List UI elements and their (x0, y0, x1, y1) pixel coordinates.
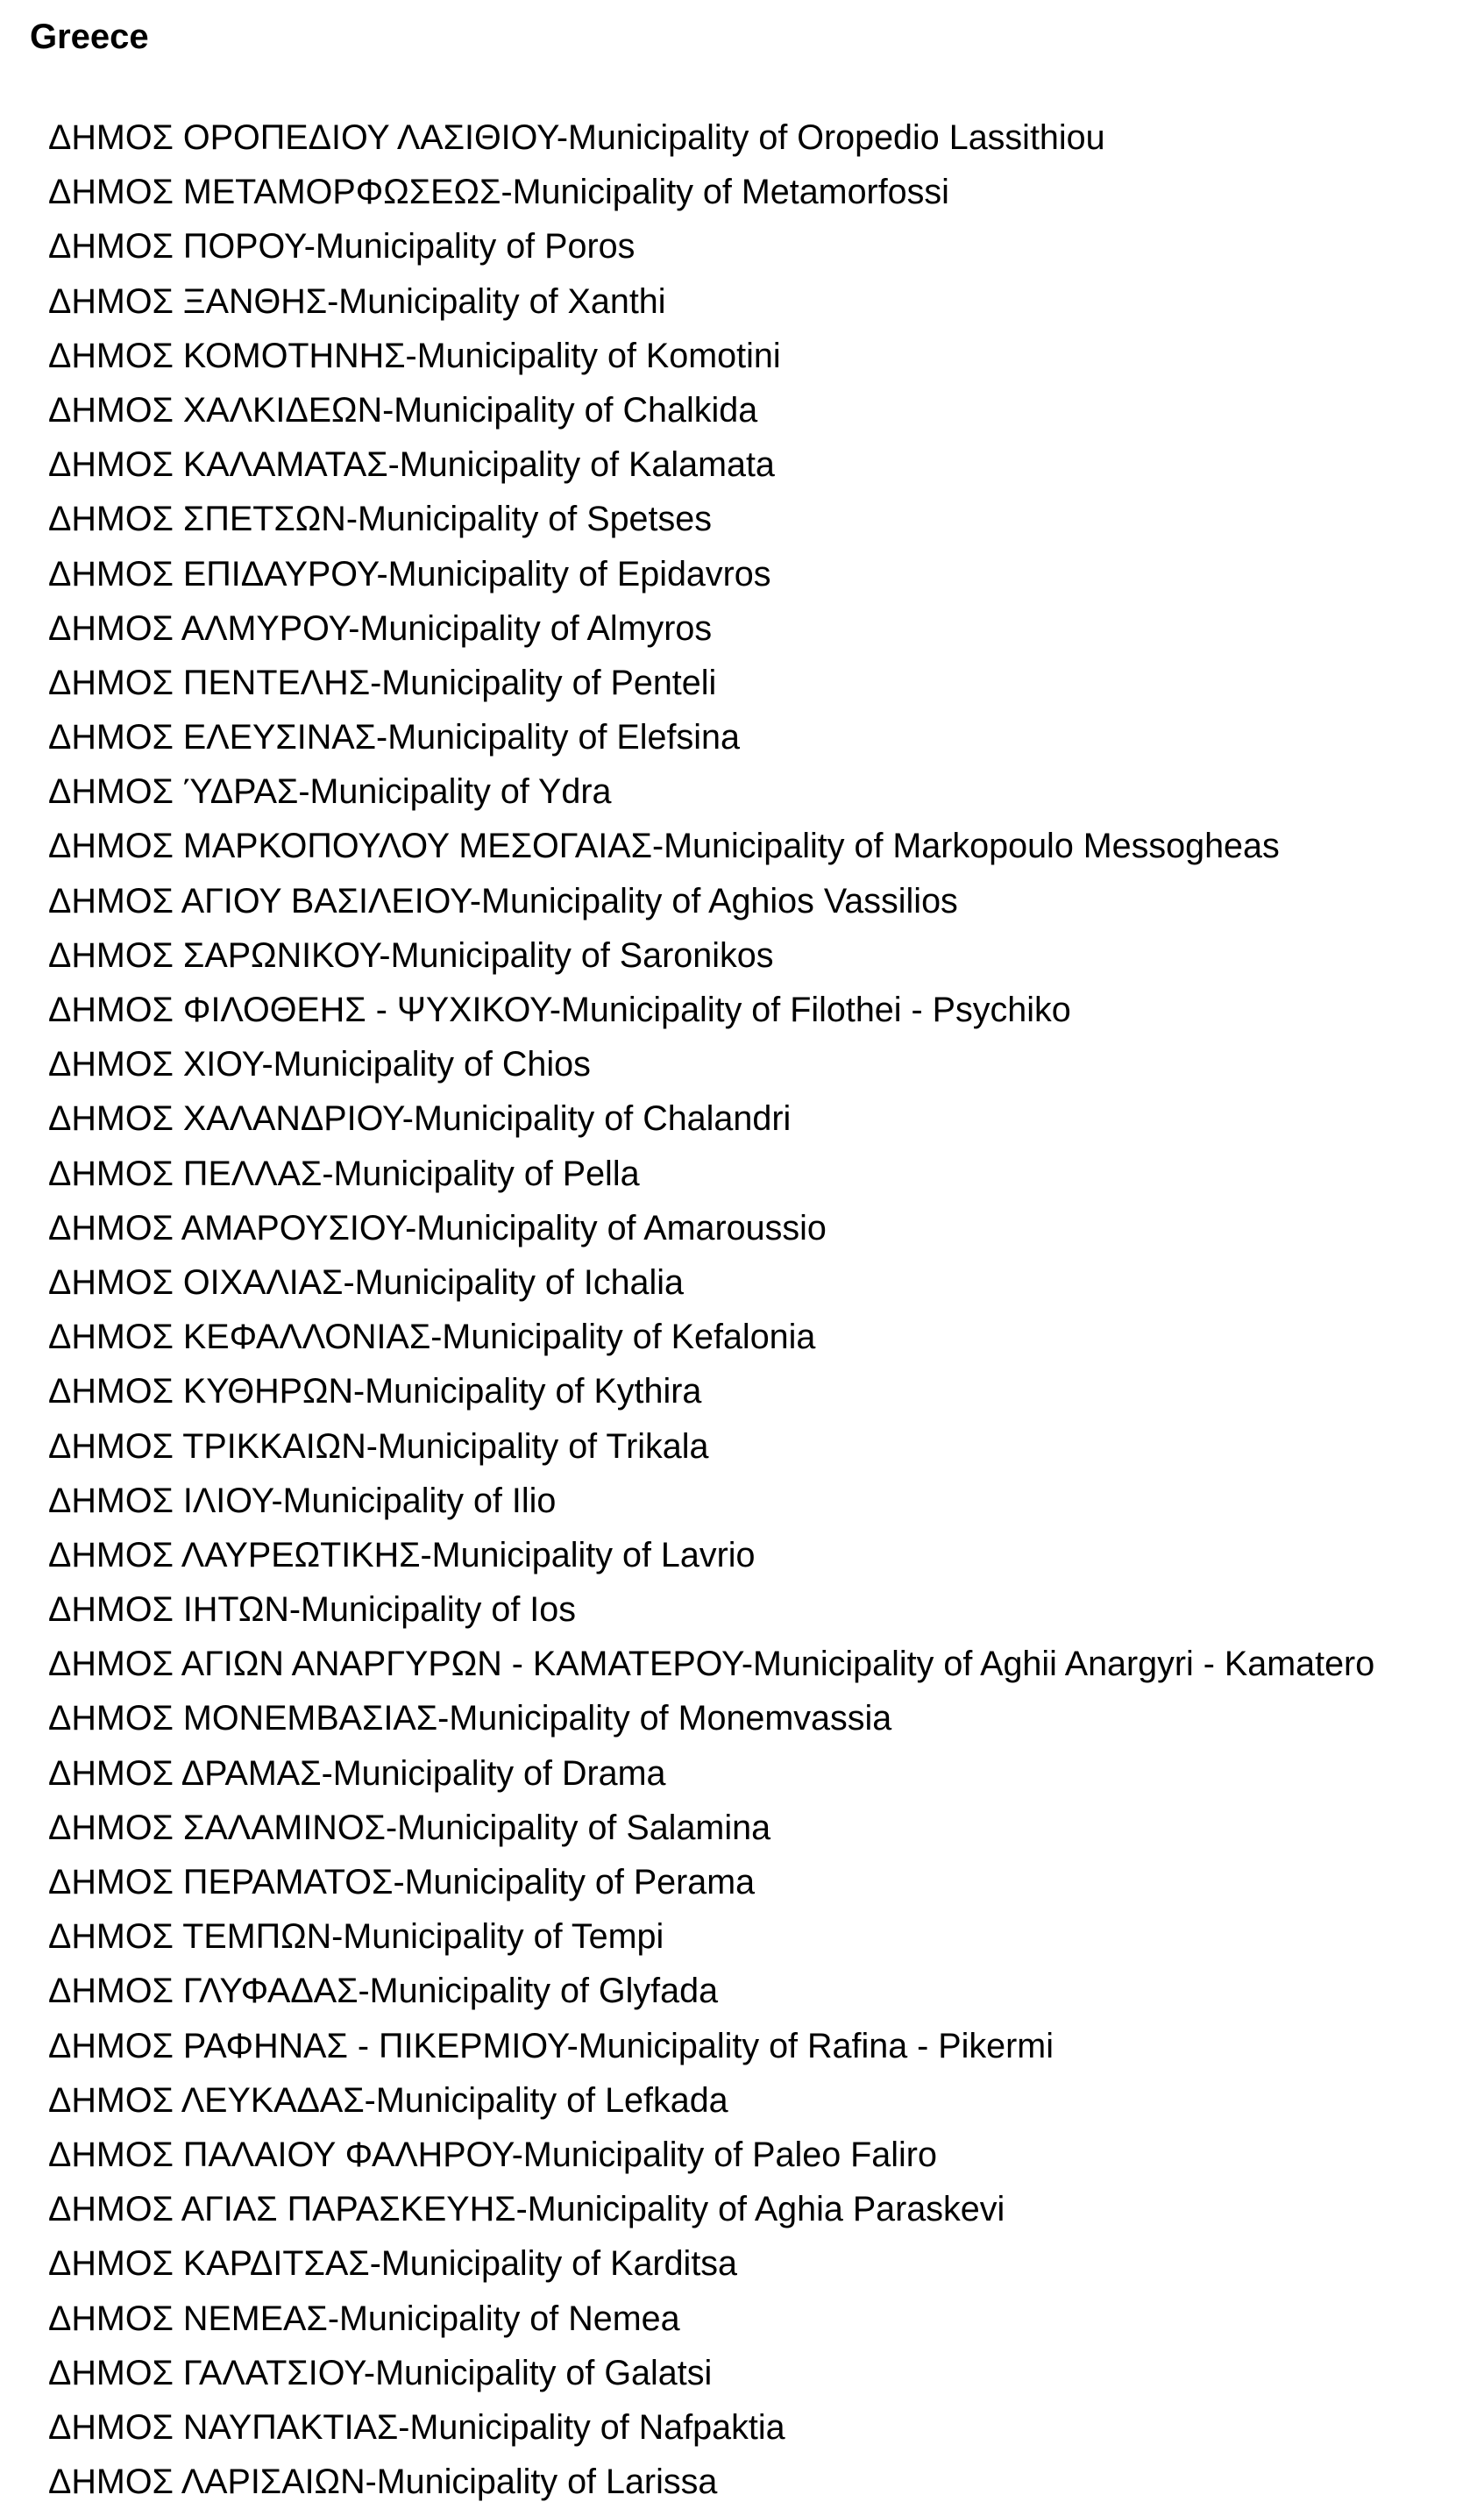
list-item: ΔΗΜΟΣ ΛΑΡΙΣΑΙΩΝ-Municipality of Larissa (48, 2463, 718, 2502)
list-item: ΔΗΜΟΣ ΑΓΙΑΣ ΠΑΡΑΣΚΕΥΗΣ-Municipality of Aghia Paraskevi (48, 2190, 1005, 2229)
list-item: ΔΗΜΟΣ ΜΑΡΚΟΠΟΥΛΟΥ ΜΕΣΟΓΑΙΑΣ-Municipality of Markopoulo Messogheas (48, 827, 1280, 866)
list-item: ΔΗΜΟΣ ΣΠΕΤΣΩΝ-Municipality of Spetses (48, 500, 712, 539)
list-item: ΔΗΜΟΣ ΙΗΤΩΝ-Municipality of Ios (48, 1590, 576, 1630)
list-item: ΔΗΜΟΣ ΓΛΥΦΑΔΑΣ-Municipality of Glyfada (48, 1972, 719, 2011)
list-item: ΔΗΜΟΣ ΤΕΜΠΩΝ-Municipality of Tempi (48, 1917, 664, 1957)
list-item: ΔΗΜΟΣ ΜΕΤΑΜΟΡΦΩΣΕΩΣ-Municipality of Metamorfossi (48, 173, 949, 212)
list-item: ΔΗΜΟΣ ΚΟΜΟΤΗΝΗΣ-Municipality of Komotini (48, 336, 781, 375)
list-item: ΔΗΜΟΣ ΝΑΥΠΑΚΤΙΑΣ-Municipality of Nafpaktia (48, 2407, 785, 2447)
list-item: ΔΗΜΟΣ ΣΑΡΩΝΙΚΟΥ-Municipality of Saronikos (48, 935, 774, 975)
list-item: ΔΗΜΟΣ ΕΠΙΔΑΥΡΟΥ-Municipality of Epidavros (48, 554, 771, 593)
list-item: ΔΗΜΟΣ ΧΙΟΥ-Municipality of Chios (48, 1045, 591, 1084)
list-item: ΔΗΜΟΣ ΜΟΝΕΜΒΑΣΙΑΣ-Municipality of Monemvassia (48, 1699, 892, 1738)
page-title: Greece (30, 18, 149, 56)
list-item: ΔΗΜΟΣ ΟΙΧΑΛΙΑΣ-Municipality of Ichalia (48, 1262, 685, 1302)
list-item: ΔΗΜΟΣ ΧΑΛΑΝΔΡΙΟΥ-Municipality of Chalandri (48, 1099, 792, 1139)
list-item: ΔΗΜΟΣ ΞΑΝΘΗΣ-Municipality of Xanthi (48, 281, 666, 321)
list-item: ΔΗΜΟΣ ΟΡΟΠΕΔΙΟΥ ΛΑΣΙΘΙΟΥ-Municipality of Oropedio Lassithiou (48, 118, 1105, 157)
list-item: ΔΗΜΟΣ ΛΕΥΚΑΔΑΣ-Municipality of Lefkada (48, 2080, 728, 2120)
list-item: ΔΗΜΟΣ ΚΥΘΗΡΩΝ-Municipality of Kythira (48, 1372, 702, 1411)
list-item: ΔΗΜΟΣ ΠΕΡΑΜΑΤΟΣ-Municipality of Perama (48, 1863, 756, 1901)
list-item: ΔΗΜΟΣ ΚΑΡΔΙΤΣΑΣ-Municipality of Karditsa (48, 2244, 738, 2284)
list-item: ΔΗΜΟΣ ΔΡΑΜΑΣ-Municipality of Drama (48, 1753, 666, 1793)
list-item: ΔΗΜΟΣ ΧΑΛΚΙΔΕΩΝ-Municipality of Chalkida (48, 390, 758, 430)
list-item: ΔΗΜΟΣ ΦΙΛΟΘΕΗΣ - ΨΥΧΙΚΟΥ-Municipality of Filothei - Psychiko (48, 991, 1071, 1029)
municipality-list (48, 110, 1374, 2509)
list-item: ΔΗΜΟΣ ΠΟΡΟΥ-Municipality of Poros (48, 227, 635, 267)
list-item: ΔΗΜΟΣ ΙΛΙΟΥ-Municipality of Ilio (48, 1481, 557, 1520)
list-item: ΔΗΜΟΣ ΛΑΥΡΕΩΤΙΚΗΣ-Municipality of Lavrio (48, 1535, 756, 1574)
list-item: ΔΗΜΟΣ ΣΑΛΑΜΙΝΟΣ-Municipality of Salamina (48, 1808, 771, 1847)
list-item: ΔΗΜΟΣ ΑΓΙΟΥ ΒΑΣΙΛΕΙΟΥ-Municipality of Aghios Vassilios (48, 881, 958, 920)
list-item: ΔΗΜΟΣ ΠΕΛΛΑΣ-Municipality of Pella (48, 1154, 640, 1193)
list-item: ΔΗΜΟΣ ΎΔΡΑΣ-Municipality of Ydra (48, 772, 612, 812)
list-item: ΔΗΜΟΣ ΠΕΝΤΕΛΗΣ-Municipality of Penteli (48, 663, 717, 702)
list-item: ΔΗΜΟΣ ΤΡΙΚΚΑΙΩΝ-Municipality of Trikala (48, 1426, 709, 1466)
list-item: ΔΗΜΟΣ ΕΛΕΥΣΙΝΑΣ-Municipality of Elefsina (48, 718, 740, 757)
list-item: ΔΗΜΟΣ ΝΕΜΕΑΣ-Municipality of Nemea (48, 2299, 680, 2338)
list-item: ΔΗΜΟΣ ΓΑΛΑΤΣΙΟΥ-Municipality of Galatsi (48, 2353, 713, 2392)
list-item: ΔΗΜΟΣ ΚΕΦΑΛΛΟΝΙΑΣ-Municipality of Kefalonia (48, 1318, 816, 1357)
list-item: ΔΗΜΟΣ ΑΛΜΥΡΟΥ-Municipality of Almyros (48, 608, 713, 648)
list-item: ΔΗΜΟΣ ΠΑΛΑΙΟΥ ΦΑΛΗΡΟΥ-Municipality of Paleo Faliro (48, 2135, 937, 2174)
list-item: ΔΗΜΟΣ ΡΑΦΗΝΑΣ - ΠΙΚΕΡΜΙΟΥ-Municipality of Rafina - Pikermi (48, 2026, 1054, 2065)
list-item: ΔΗΜΟΣ ΑΜΑΡΟΥΣΙΟΥ-Municipality of Amaroussio (48, 1208, 827, 1247)
list-item: ΔΗΜΟΣ ΚΑΛΑΜΑΤΑΣ-Municipality of Kalamata (48, 445, 775, 485)
list-item: ΔΗΜΟΣ ΑΓΙΩΝ ΑΝΑΡΓΥΡΩΝ - ΚΑΜΑΤΕΡΟΥ-Municipality of Aghii Anargyri - Kamatero (48, 1645, 1375, 1684)
